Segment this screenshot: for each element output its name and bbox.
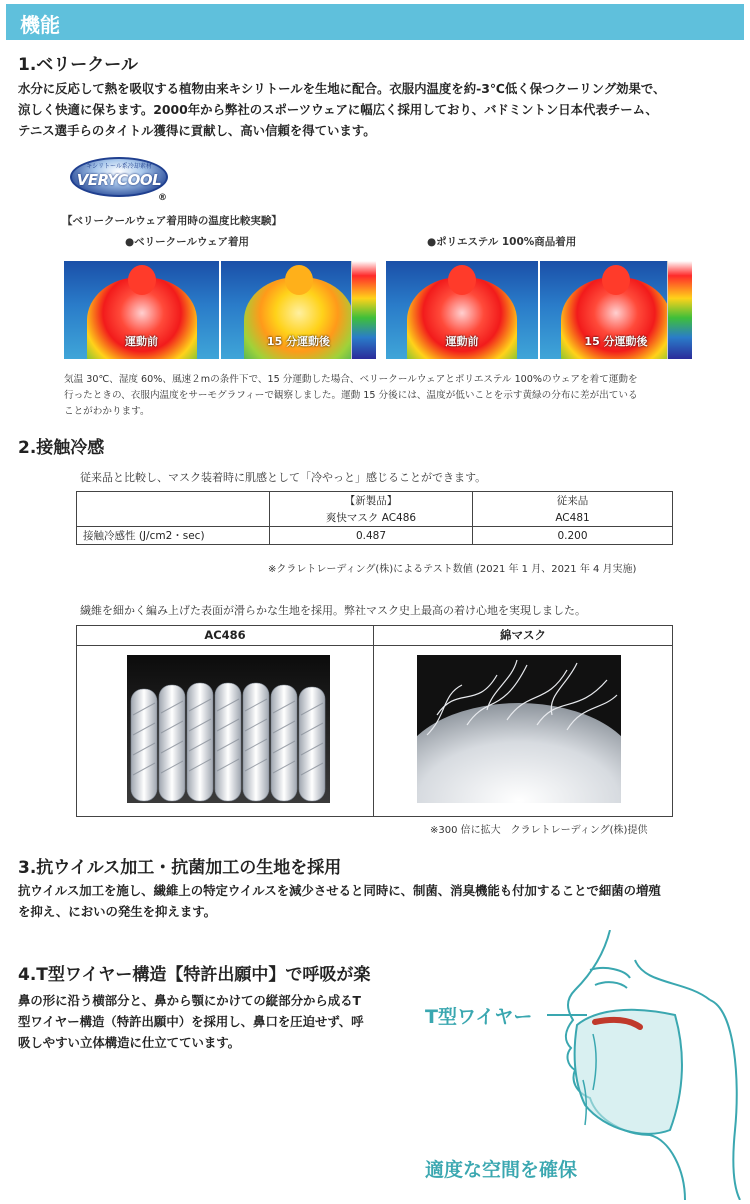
experiment-note xyxy=(64,372,638,420)
thermo-caption-1: 運動前 xyxy=(125,335,158,348)
fabric-intro: 繊維を細かく編み上げた表面が滑らかな生地を採用。弊社マスク史上最高の着け心地を実現しました。 xyxy=(80,604,586,617)
fabric-right-label: 綿マスク xyxy=(374,626,672,646)
fabric-comparison xyxy=(76,625,673,817)
logo-tagline: キシリトール系冷却素材 xyxy=(86,163,152,170)
row-value-new: 0.487 xyxy=(270,527,473,545)
registered-mark: ® xyxy=(158,193,167,203)
section-header-bar xyxy=(6,4,744,40)
section4-body xyxy=(18,990,364,1053)
note-line-1: 気温 30℃、湿度 60%、風速２mの条件下で、15 分運動した場合、ベリークールウェアとポリエステル 100%のウェアを着て運動を xyxy=(64,374,638,385)
table-note: ※クラレトレーディング(株)によるテスト数値 (2021 年 1 月、2021 年 4 月実施) xyxy=(268,564,637,575)
thermo-caption-3: 運動前 xyxy=(445,335,479,348)
page-title: 機能 xyxy=(20,13,60,37)
thermo-panel-2 xyxy=(221,261,376,359)
group-right-label: ●ポリエステル 100%商品着用 xyxy=(427,236,577,248)
thermo-group-right xyxy=(386,261,692,359)
col-old-product: AC481 xyxy=(473,509,673,527)
section4-title: 4.T型ワイヤー構造【特許出願中】で呼吸が楽 xyxy=(18,965,371,985)
group-left-label: ●ベリークールウェア着用 xyxy=(125,236,250,248)
note-line-2: 行ったときの、衣服内温度をサーモグラフィーで観察しました。運動 15 分後には、温度が低いことを示す黄緑の分布に差が出ている xyxy=(64,390,638,401)
col-old-header: 従来品 xyxy=(473,492,673,510)
comparison-table xyxy=(76,491,673,545)
thermo-panel-4 xyxy=(540,261,692,359)
fabric-image-ac486 xyxy=(127,655,330,803)
fabric-left-label: AC486 xyxy=(77,626,373,646)
section1-title: 1.ベリークール xyxy=(18,55,138,75)
section3-title: 3.抗ウイルス加工・抗菌加工の生地を採用 xyxy=(18,858,342,878)
section1-line-1: 水分に反応して熱を吸収する植物由来キシリトールを生地に配合。衣服内温度を約-3℃低く保つクーリング効果で、 xyxy=(18,81,666,96)
thermo-caption-4: 15 分運動後 xyxy=(584,335,648,348)
section4-line-3: 吸しやすい立体構造に仕立てています。 xyxy=(18,1035,241,1050)
temperature-scale xyxy=(667,261,692,359)
wire-pointer xyxy=(547,1014,587,1016)
thermo-panel-3 xyxy=(386,261,538,359)
temperature-scale xyxy=(351,261,376,359)
verycool-logo xyxy=(70,157,168,197)
section2-intro: 従来品と比較し、マスク装着時に肌感として「冷やっと」感じることができます。 xyxy=(80,471,487,484)
row-label: 接触冷感性 (J/cm2・sec) xyxy=(77,527,270,545)
section2-title: 2.接触冷感 xyxy=(18,438,105,458)
col-new-product: 爽快マスク AC486 xyxy=(270,509,473,527)
thermo-panel-1 xyxy=(64,261,219,359)
experiment-title: 【ベリークールウェア着用時の温度比較実験】 xyxy=(62,215,282,227)
logo-word: VERYCOOL xyxy=(76,171,162,189)
thermo-group-left xyxy=(64,261,376,359)
section4-line-1: 鼻の形に沿う横部分と、鼻から顎にかけての縦部分から成るT xyxy=(18,993,361,1008)
section3-line-1: 抗ウイルス加工を施し、繊維上の特定ウイルスを減少させると同時に、制菌、消臭機能も付加することで細菌の増殖 xyxy=(18,883,661,898)
section1-line-2: 涼しく快適に保ちます。2000年から弊社のスポーツウェアに幅広く採用しており、バドミントン日本代表チーム、 xyxy=(18,102,658,117)
section4-line-2: 型ワイヤー構造（特許出願中）を採用し、鼻口を圧迫せず、呼 xyxy=(18,1014,364,1029)
table-row xyxy=(77,527,673,545)
section3-line-2: を抑え、においの発生を抑えます。 xyxy=(18,904,217,919)
table-row xyxy=(77,492,673,510)
section1-body xyxy=(18,78,665,141)
col-new-header: 【新製品】 xyxy=(270,492,473,510)
row-value-old: 0.200 xyxy=(473,527,673,545)
fabric-image-cotton xyxy=(417,655,621,803)
section1-line-3: テニス選手らのタイトル獲得に貢献し、高い信頼を得ています。 xyxy=(18,123,376,138)
note-line-3: ことがわかります。 xyxy=(64,406,150,417)
thermo-caption-2: 15 分運動後 xyxy=(266,335,331,348)
space-label: 適度な空間を確保 xyxy=(425,1159,578,1181)
wire-label: T型ワイヤー xyxy=(425,1006,533,1028)
section3-body xyxy=(18,880,661,922)
fabric-note: ※300 倍に拡大 クラレトレーディング(株)提供 xyxy=(430,825,648,836)
